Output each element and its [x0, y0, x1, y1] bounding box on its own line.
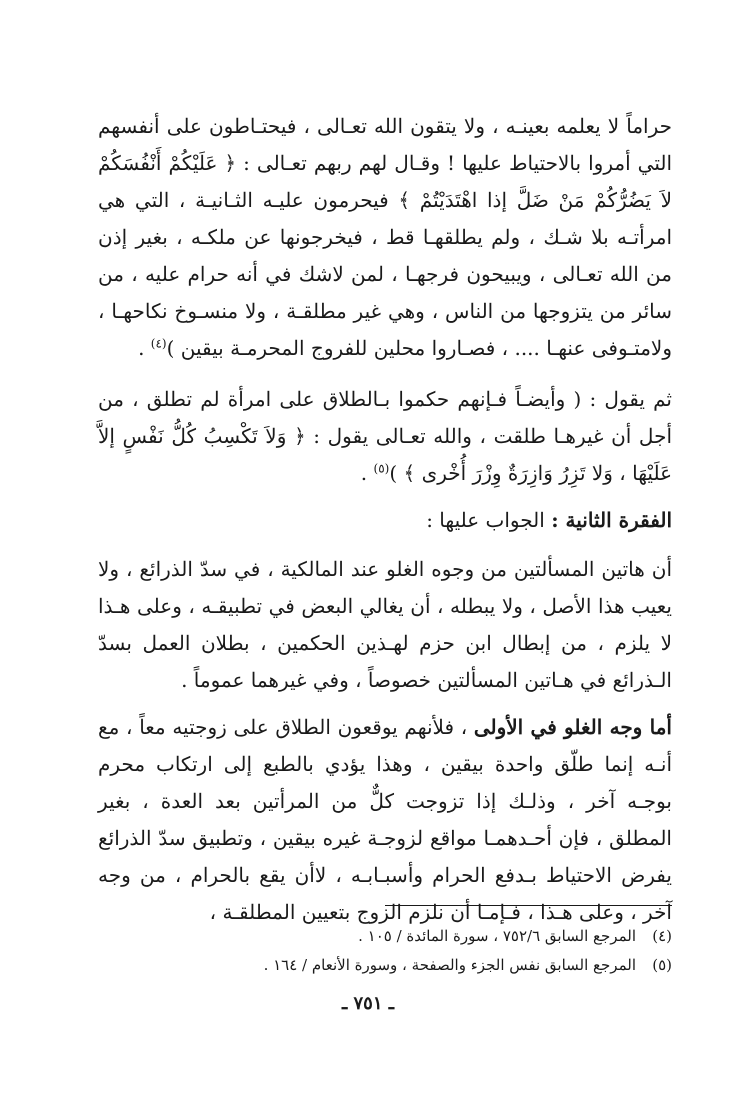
footnote-ref-4: (٤)	[150, 336, 167, 351]
footnote-divider	[385, 905, 672, 906]
footnote-4-number: (٤)	[652, 927, 672, 945]
paragraph-1-end: .	[138, 336, 151, 360]
footnote-5-text: المرجع السابق نفس الجزء والصفحة ، وسورة الأنعام / ١٦٤ .	[263, 956, 636, 974]
paragraph-1-text: حراماً لا يعلمه بعينـه ، ولا يتقون الله تعـالى ، فيحتـاطون على أنفسهم التي أمروا بالاحتياط عليها ! وقـال لهم ربهم تعـالى : ﴿ عَلَيْكُمْ أَنْفُسَكُمْ لاَ يَضُرُّكُمْ مَنْ ضَلَّ إذا اهْتَدَيْتُمْ ﴾ فيحرمون عليـه الثـانيـة ، التي هي امرأتـه بلا شـك ، ولم يطلقهـا قط ، فيخرجونها عن ملكـه ، بغير إذن من الله تعـالى ، ويبيحون فرجهـا ، لمن لاشك في أنه حرام عليه ، من سائر من يتزوجها من الناس ، وهي غير مطلقـة ، ولا منسـوخ نكاحهـا ، ولامتـوفى عنهـا .... ، فصـاروا محلين للفروج المحرمـة بيقين )	[98, 114, 673, 360]
section-heading	[98, 502, 672, 539]
footnote-5	[98, 951, 672, 980]
paragraph-2-end: .	[360, 461, 374, 485]
paragraph-3	[98, 551, 672, 699]
page-number: ـ ٧٥١ ـ	[341, 993, 395, 1014]
paragraph-2-text: ثم يقول : ( وأيضـاً فـإنهم حكموا بـالطلاق على امرأة لم تطلق ، من أجل أن غيرهـا طلقت ، والله تعـالى يقول : ﴿ وَلاَ تَكْسِبُ كُلُّ نَفْسٍ إلاَّ عَلَيْهَا ، وَلا تَزِرُ وَازِرَةٌ وِزْرَ أُخْرى ﴾ )	[98, 387, 672, 485]
footnotes	[98, 922, 672, 980]
paragraph-4	[98, 709, 672, 931]
paragraph-1	[98, 108, 672, 367]
footnote-ref-5: (٥)	[373, 461, 390, 476]
page-body	[98, 108, 672, 931]
paragraph-4-lead: أما وجه الغلو في الأولى	[473, 715, 672, 739]
footnote-5-number: (٥)	[652, 956, 672, 974]
paragraph-2	[98, 381, 672, 492]
paragraph-4-text: ، فلأنهم يوقعون الطلاق على زوجتيه معاً ، مع أنـه إنما طلّق واحدة بيقين ، وهذا يؤدي بالطبع إلى ارتكاب محرم بوجـه آخر ، وذلـك إذا تزوجت كلٌّ من المرأتين بعد العدة ، بغير المطلق ، فإن أحـدهمـا مواقع لزوجـة غيره بيقين ، وتطبيق سدّ الذرائع يفرض الاحتياط بـدفع الحرام وأسبـابـه ، لاأن يقع بالحرام ، من وجه آخر ، وعلى هـذا ، فـإمـا أن نلزم الزوج بتعيين المطلقـة ،	[98, 715, 672, 924]
section-heading-bold: الفقرة الثانية :	[551, 508, 672, 532]
section-heading-rest: الجواب عليها :	[426, 508, 552, 532]
paragraph-3-text: أن هاتين المسألتين من وجوه الغلو عند المالكية ، في سدّ الذرائع ، ولا يعيب هذا الأصل ، ولا يبطله ، أن يغالي البعض في تطبيقـه ، وعلى هـذا لا يلزم ، من إبطال ابن حزم لهـذين الحكمين ، بطلان العمل بسدّ الـذرائع في هـاتين المسألتين خصوصاً ، وفي غيرهما عموماً .	[98, 557, 672, 692]
footnote-4	[98, 922, 672, 951]
footnote-4-text: المرجع السابق ٧٥٢/٦ ، سورة المائدة / ١٠٥ .	[358, 927, 636, 945]
